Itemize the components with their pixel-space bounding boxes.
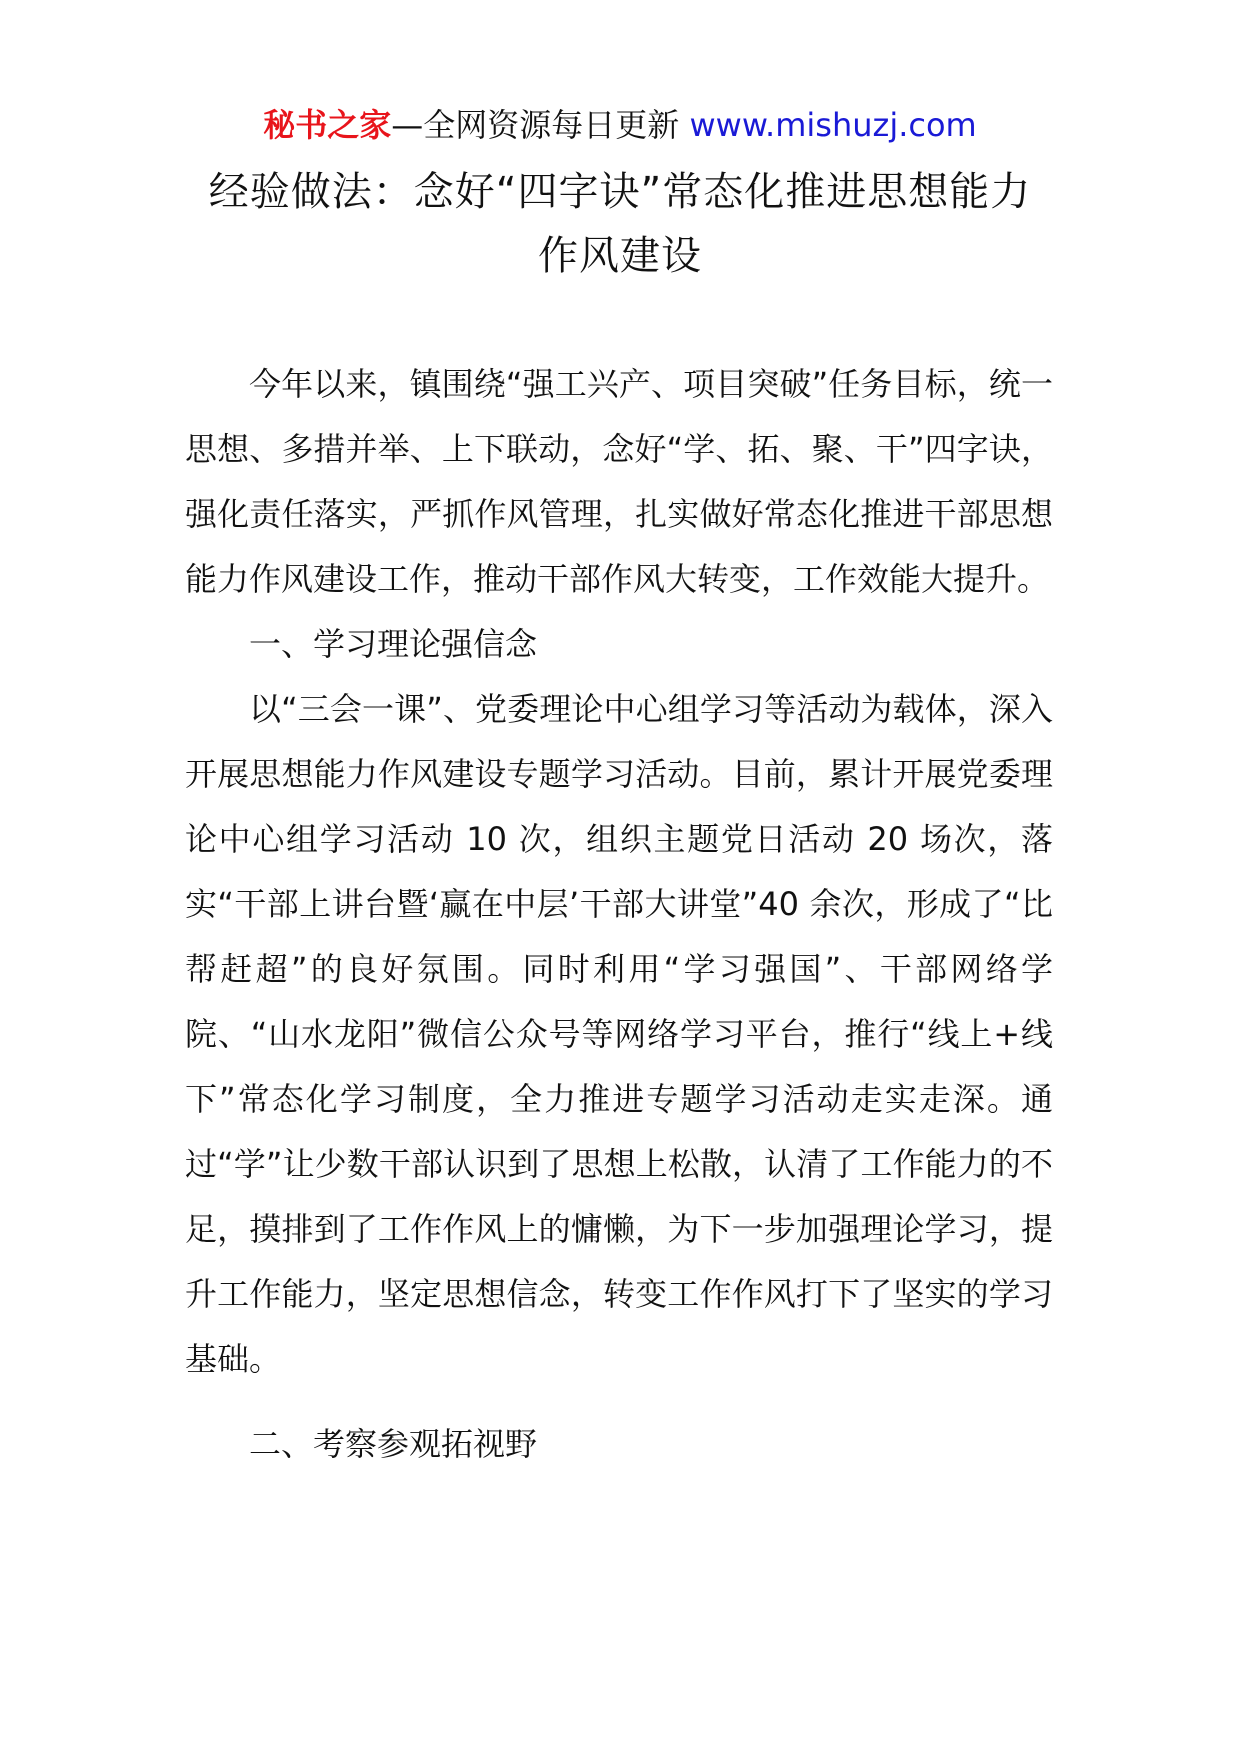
intro-paragraph: 今年以来，镇围绕“强工兴产、项目突破”任务目标，统一思想、多措并举、上下联动，念好“学、拓、聚、干”四字诀，强化责任落实，严抓作风管理，扎实做好常态化推进干部思想能力作风建设工作，推动干部作风大转变，工作效能大提升。 [185, 365, 1053, 598]
section-heading-2: 二、考察参观拓视野 [249, 1425, 538, 1463]
document-title: 经验做法：念好“四字诀”常态化推进思想能力作风建设 [208, 169, 1032, 279]
brand-name: 秘书之家 [263, 106, 392, 144]
site-header [0, 100, 1240, 150]
section-heading-1: 一、学习理论强信念 [249, 625, 538, 663]
site-url-link[interactable]: www.mishuzj.com [689, 106, 977, 144]
section-1-paragraph: 以“三会一课”、党委理论中心组学习等活动为载体，深入开展思想能力作风建设专题学习活动。目前，累计开展党委理论中心组学习活动 10 次，组织主题党日活动 20 场次，落实“干部上讲台暨‘赢在中层’干部大讲堂”40 余次，形成了“比帮赶超”的良好氛围。同时利用“学习强国”、干部网络学院、“山水龙阳”微信公众号等网络学习平台，推行“线上+线下”常态化学习制度，全力推进专题学习活动走实走深。通过“学”让少数干部认识到了思想上松散，认清了工作能力的不足，摸排到了工作作风上的慵懒，为下一步加强理论学习，提升工作能力，坚定思想信念，转变工作作风打下了坚实的学习基础。 [185, 690, 1053, 1378]
site-tagline: —全网资源每日更新 [391, 106, 690, 144]
document-body [185, 352, 1053, 1477]
